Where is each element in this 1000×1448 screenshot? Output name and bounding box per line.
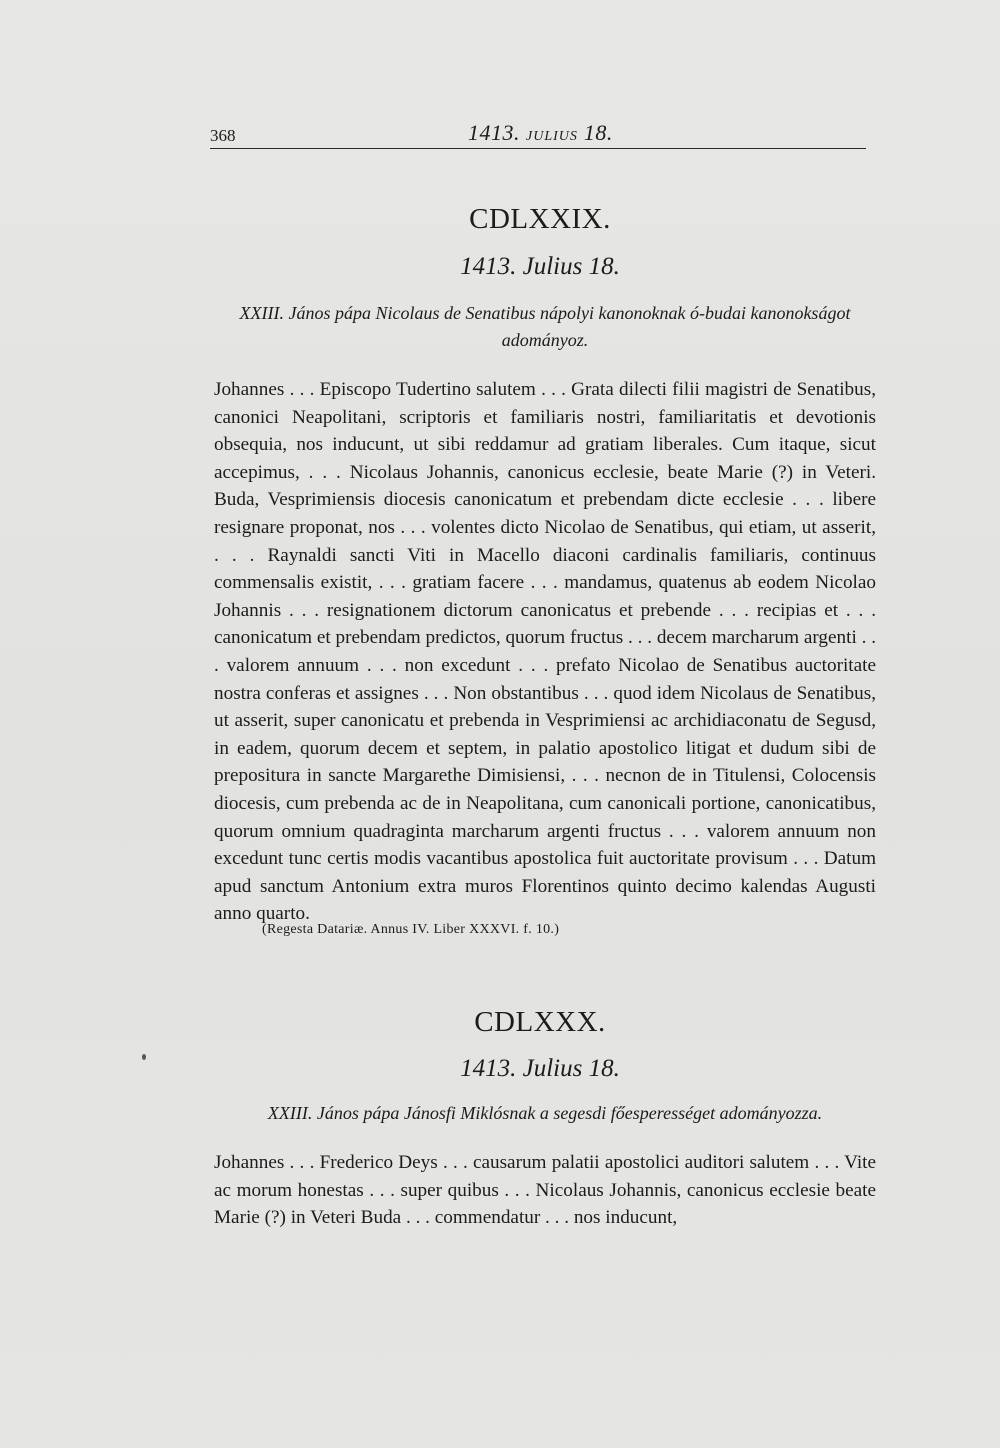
running-title-year: 1413. — [468, 120, 520, 145]
document-text: Johannes . . . Frederico Deys . . . causarum palatii apostolici auditori salutem . . . Vite ac morum honestas . . . super quibus . . . Nicolaus Johannis, canonicus ecclesie beate Marie (?) in Veteri Buda . . . commendatur . . . nos inducunt, — [214, 1152, 876, 1229]
document-summary: XXIII. János pápa Nicolaus de Senatibus nápolyi kanonoknak ó-budai kanonokságot adományoz. — [239, 303, 851, 350]
document-summary: XXIII. János pápa Jánosfi Miklósnak a segesdi főesperességet adományozza. — [267, 1103, 823, 1123]
page-number: 368 — [210, 126, 236, 145]
running-title — [468, 120, 613, 146]
document-date: 1413. Julius 18. — [460, 253, 620, 280]
ink-speck — [142, 1054, 146, 1060]
document-source: (Regesta Datariæ. Annus IV. Liber XXXVI. f. 10.) — [262, 922, 560, 937]
running-title-month: JULIUS — [526, 129, 578, 144]
running-title-day: 18. — [583, 120, 613, 145]
document-number: CDLXXIX. — [469, 203, 611, 235]
running-head — [210, 118, 866, 149]
document-number: CDLXXX. — [474, 1006, 606, 1038]
document-date: 1413. Julius 18. — [460, 1055, 620, 1082]
document-text: Johannes . . . Episcopo Tudertino salutem . . . Grata dilecti filii magistri de Senatibus, canonici Neapolitani, scriptoris et familiaris nostri, familiaritatis et devotionis obsequia, nos inducunt, ut sibi reddamur ad gratiam liberales. Cum itaque, sicut accepimus, . . . Nicolaus Johannis, canonicus ecclesie, beate Marie (?) in Veteri. Buda, Vesprimiensis diocesis canonicatum et prebendam dicte ecclesie . . . libere resignare proponat, nos . . . volentes dicto Nicolao de Senatibus, qui etiam, ut asserit, . . . Raynaldi sancti Viti in Macello diaconi cardinalis familiaris, continuus commensalis existit, . . . gratiam facere . . . mandamus, quatenus ab eodem Nicolao Johannis . . . resignationem dictorum canonicatus et prebende . . . recipias et . . . canonicatum et prebendam predictos, quorum fructus . . . decem marcharum argenti . . . valorem annuum . . . non excedunt . . . prefato Nicolao de Senatibus auctoritate nostra conferas et assignes . . . Non obstantibus . . . quod idem Nicolaus de Senatibus, ut asserit, super canonicatu et prebenda in Vesprimiensi ac archidiaconatu de Segusd, in eadem, quorum decem et septem, in palatio apostolico litigat et dudum sibi de prepositura in sancte Margarethe Dimisiensi, . . . necnon de in Titulensi, Colocensis diocesis, cum prebenda ac de in Neapolitana, cum canonicali portione, canonicatibus, quorum omnium quadraginta marcharum argenti fructus . . . valorem annuum non excedunt tunc certis modis vacantibus apostolica fuit auctoritate provisum . . . Datum apud sanctum Antonium extra muros Florentinos quinto decimo kalendas Augusti anno quarto. — [214, 379, 876, 925]
